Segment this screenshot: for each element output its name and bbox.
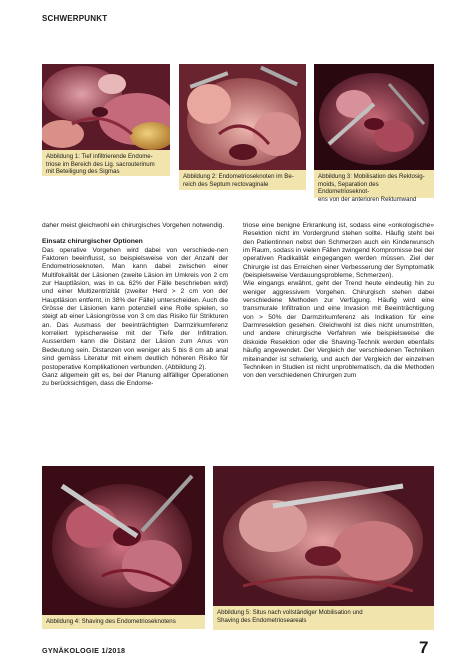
figure-5-caption-text: Abbildung 5: Situs nach vollständiger Mobilisation und Shaving des Endometrioseareals	[217, 609, 363, 624]
article-column-right	[243, 222, 434, 381]
figure-3-caption	[314, 170, 434, 203]
section-heading: Einsatz chirurgischer Optionen	[42, 238, 143, 246]
figure-1-photo	[42, 64, 170, 150]
paragraph-planning: Ganz allgemein gilt es, bei der Planung allfälliger Operationen zu berücksichtigen, dass die Endome-	[42, 371, 228, 388]
figure-2-caption	[179, 170, 306, 190]
figure-2-photo	[179, 64, 306, 170]
figure-1-caption-text: Abbildung 1: Tief infiltrierende Endome- triose im Bereich des Lig. sacrouterinum mit Beteiligung des Sigmas	[46, 153, 155, 176]
figure-5-caption	[213, 606, 434, 630]
figure-3-caption-text: Abbildung 3: Mobilisation des Rektosig- moids, Separation des Endometrioseknot- ens von der anterioren Rektumwand	[318, 173, 425, 203]
paragraph-factors: Das operative Vorgehen wird dabei von verschiede-nen Faktoren beeinflusst, so beispielsweise von der Anzahl der Endometrioseknoten. Man kann dabei zwischen einer Multifokalität der Läsionen (zweite Läsion im Umkreis von 2 cm zur Hauptläsion, was in ca. 62% der Fälle beschrieben wird) und einer Multizentrizität (zweiter Herd > 2 cm von der Hauptläsion entfernt, in 38% der Fälle) unterscheiden. Auch die Grösse der Läsionen kann potenziell eine Rolle spielen, so steigt ab einer Läsiongrösse von 3 cm das Risiko für Strikturen an. Das Ausmass der beeinträchtigten Darmzirkumferenz korreliert typischerweise mit der Tiefe der Infiltration. Ausserdem kann die Distanz der Läsion zum Anus von Bedeutung sein. Distanzen von weniger als 5 bis 8 cm ab anal sind gemäss Literatur mit einem deutlich höheren Risiko für postoperative Komplikationen verbunden. (Abbildung 2).	[42, 246, 228, 371]
figure-2-caption-text: Abbildung 2: Endometrioseknoten im Be- reich des Septum rectovaginale	[183, 173, 294, 188]
paragraph-benign: triose eine benigne Erkrankung ist, sodass eine «onkologische» Resektion nicht im Vordergrund stehen sollte. Häufig steht bei den Patientinnen nebst den Schmerzen auch ein Kinderwunsch im Raum, sodass in vielen Fällen zwingend Kompromisse bei der operativen Radikalität eingegangen werden müssen. Ziel der Chirurgie ist das Erreichen einer Verbesserung der Symptomatik (beispielsweise Verdauungsprobleme, Schmerzen).	[243, 222, 434, 280]
figure-4-caption	[42, 615, 205, 629]
page-number: 7	[419, 638, 429, 657]
journal-issue: GYNÄKOLOGIE 1/2018	[42, 646, 126, 655]
figure-4-caption-text: Abbildung 4: Shaving des Endometrioseknotens	[46, 618, 176, 625]
section-label: SCHWERPUNKT	[42, 14, 108, 23]
figure-5-photo	[213, 466, 434, 606]
article-column-left	[42, 222, 228, 389]
figure-1-caption	[42, 150, 170, 176]
paragraph-trend: Wie eingangs erwähnt, geht der Trend heute eindeutig hin zu weniger aggressivem Vorgehen. Chirurgisch stehen dabei verschiedene Methoden zur Verfügung. Häufig wird eine transmurale Infiltration und eine Invasion mit Beeinträchtigung von > 50% der Darmzirkumferenz als Indikation für eine Darmresektion gesehen. Gleichwohl ist dies nicht unumstritten, und andere chirurgische Verfahren wie beispielsweise die diskoide Resektion oder die Shaving-Technik werden ebenfalls häufig angewendet. Der Vergleich der verschiedenen Techniken miteinander ist schwierig, und auch der Vergleich der einzelnen Techniken in Studien ist nicht unproblematisch, da die Methoden von den verschiedenen Chirurgen zum	[243, 280, 434, 380]
figure-3-photo	[314, 64, 434, 170]
paragraph-intro: daher meist gleichwohl ein chirurgisches Vorgehen notwendig.	[42, 222, 225, 229]
figure-4-photo	[42, 466, 205, 615]
